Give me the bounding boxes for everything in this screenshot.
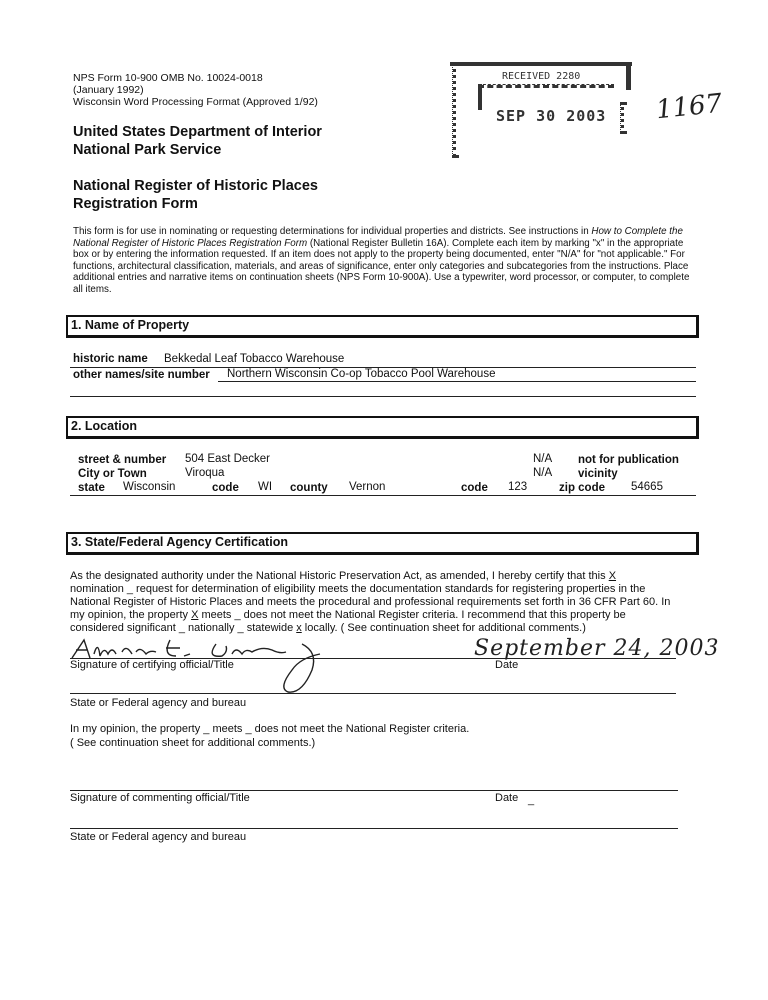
certification-line-2: nomination _ request for determination of eligibility meets the documentation standards for registering properties in the bbox=[70, 583, 646, 595]
agency-service: National Park Service bbox=[73, 142, 222, 158]
state-code-label: code bbox=[212, 482, 239, 494]
form-date: (January 1992) bbox=[73, 84, 144, 96]
section-3-header: 3. State/Federal Agency Certification bbox=[66, 532, 699, 555]
state-value[interactable]: Wisconsin bbox=[123, 481, 176, 493]
form-title: National Register of Historic Places bbox=[73, 178, 318, 194]
other-names-value[interactable]: Northern Wisconsin Co-op Tobacco Pool Warehouse bbox=[227, 368, 496, 380]
historic-name-label: historic name bbox=[73, 353, 148, 365]
stamp-received-text: RECEIVED 2280 bbox=[502, 71, 581, 82]
nomination-check[interactable]: X bbox=[608, 570, 617, 582]
certification-line-1: As the designated authority under the National Historic Preservation Act, as amended, I hereby certify that this X bbox=[70, 570, 617, 582]
stamp-date-text: SEP 30 2003 bbox=[496, 107, 607, 125]
county-code-label: code bbox=[461, 482, 488, 494]
state-label: state bbox=[78, 482, 105, 494]
state-code-value[interactable]: WI bbox=[258, 481, 273, 493]
historic-name-value[interactable]: Bekkedal Leaf Tobacco Warehouse bbox=[164, 353, 345, 365]
certification-line-3: National Register of Historic Places and meets the procedural and professional requirements set forth in 36 CFR Part 60. In bbox=[70, 596, 671, 608]
street-value[interactable]: 504 East Decker bbox=[185, 453, 271, 465]
opinion-line-1: In my opinion, the property _ meets _ does not meet the National Register criteria. bbox=[70, 723, 470, 735]
other-names-label: other names/site number bbox=[73, 369, 210, 381]
county-label: county bbox=[290, 482, 328, 494]
date-label: Date bbox=[495, 659, 519, 671]
agency-bureau-label: State or Federal agency and bureau bbox=[70, 697, 247, 709]
instructions-paragraph: This form is for use in nominating or requesting determinations for individual properties and districts. See instructions in How to Complete the National Register of Historic Places Registration Form (National Register Bulletin 16A). Complete each item by marking "x" in the appropriate box or by entering the information requested. If an item does not apply to the property being documented, enter "N/A" for "not applicable." For functions, architectural classification, materials, and areas of significance, enter only categories and subcategories from the instructions. Place additional entries and narrative items on continuation sheets (NPS Form 10-900A). Use a typewriter, word processor, or computer, to complete all items. bbox=[73, 226, 690, 295]
received-stamp bbox=[450, 62, 628, 160]
vicinity-label: vicinity bbox=[578, 468, 618, 480]
format-note: Wisconsin Word Processing Format (Approved 1/92) bbox=[73, 96, 318, 108]
county-code-value[interactable]: 123 bbox=[508, 481, 528, 493]
form-subtitle: Registration Form bbox=[73, 196, 198, 212]
bulletin-title: How to Complete the National Register of Historic Places Registration Form bbox=[73, 226, 683, 249]
zip-value[interactable]: 54665 bbox=[631, 481, 663, 493]
handwritten-reference-number: 1167 bbox=[654, 88, 724, 126]
meets-check[interactable]: X bbox=[191, 609, 199, 621]
commenting-signature-label: Signature of commenting official/Title bbox=[70, 792, 250, 804]
city-label: City or Town bbox=[78, 468, 147, 480]
county-value[interactable]: Vernon bbox=[349, 481, 386, 493]
certification-line-5: considered significant _ nationally _ statewide x locally. ( See continuation sheet for additional comments.) bbox=[70, 622, 586, 634]
certification-line-4: my opinion, the property X meets _ does not meet the National Register criteria. I recommend that this property be bbox=[70, 609, 626, 621]
not-for-publication-label: not for publication bbox=[578, 454, 679, 466]
zip-label: zip code bbox=[559, 482, 606, 494]
section-1-header: 1. Name of Property bbox=[66, 315, 699, 338]
commenting-date-label: Date bbox=[495, 792, 519, 804]
form-number: NPS Form 10-900 OMB No. 10024-0018 bbox=[73, 72, 263, 84]
commenting-date-mark: _ bbox=[528, 794, 535, 806]
opinion-line-2: ( See continuation sheet for additional comments.) bbox=[70, 737, 316, 749]
handwritten-date: September 24, 2003 bbox=[474, 636, 720, 661]
city-value[interactable]: Viroqua bbox=[185, 467, 225, 479]
street-na[interactable]: N/A bbox=[533, 453, 553, 465]
section-2-header: 2. Location bbox=[66, 416, 699, 439]
city-na[interactable]: N/A bbox=[533, 467, 553, 479]
locally-check[interactable]: x bbox=[296, 622, 302, 634]
agency-bureau-label-2: State or Federal agency and bureau bbox=[70, 831, 247, 843]
street-label: street & number bbox=[78, 454, 167, 466]
agency-name: United States Department of Interior bbox=[73, 124, 322, 140]
signature-label: Signature of certifying official/Title bbox=[70, 659, 234, 671]
